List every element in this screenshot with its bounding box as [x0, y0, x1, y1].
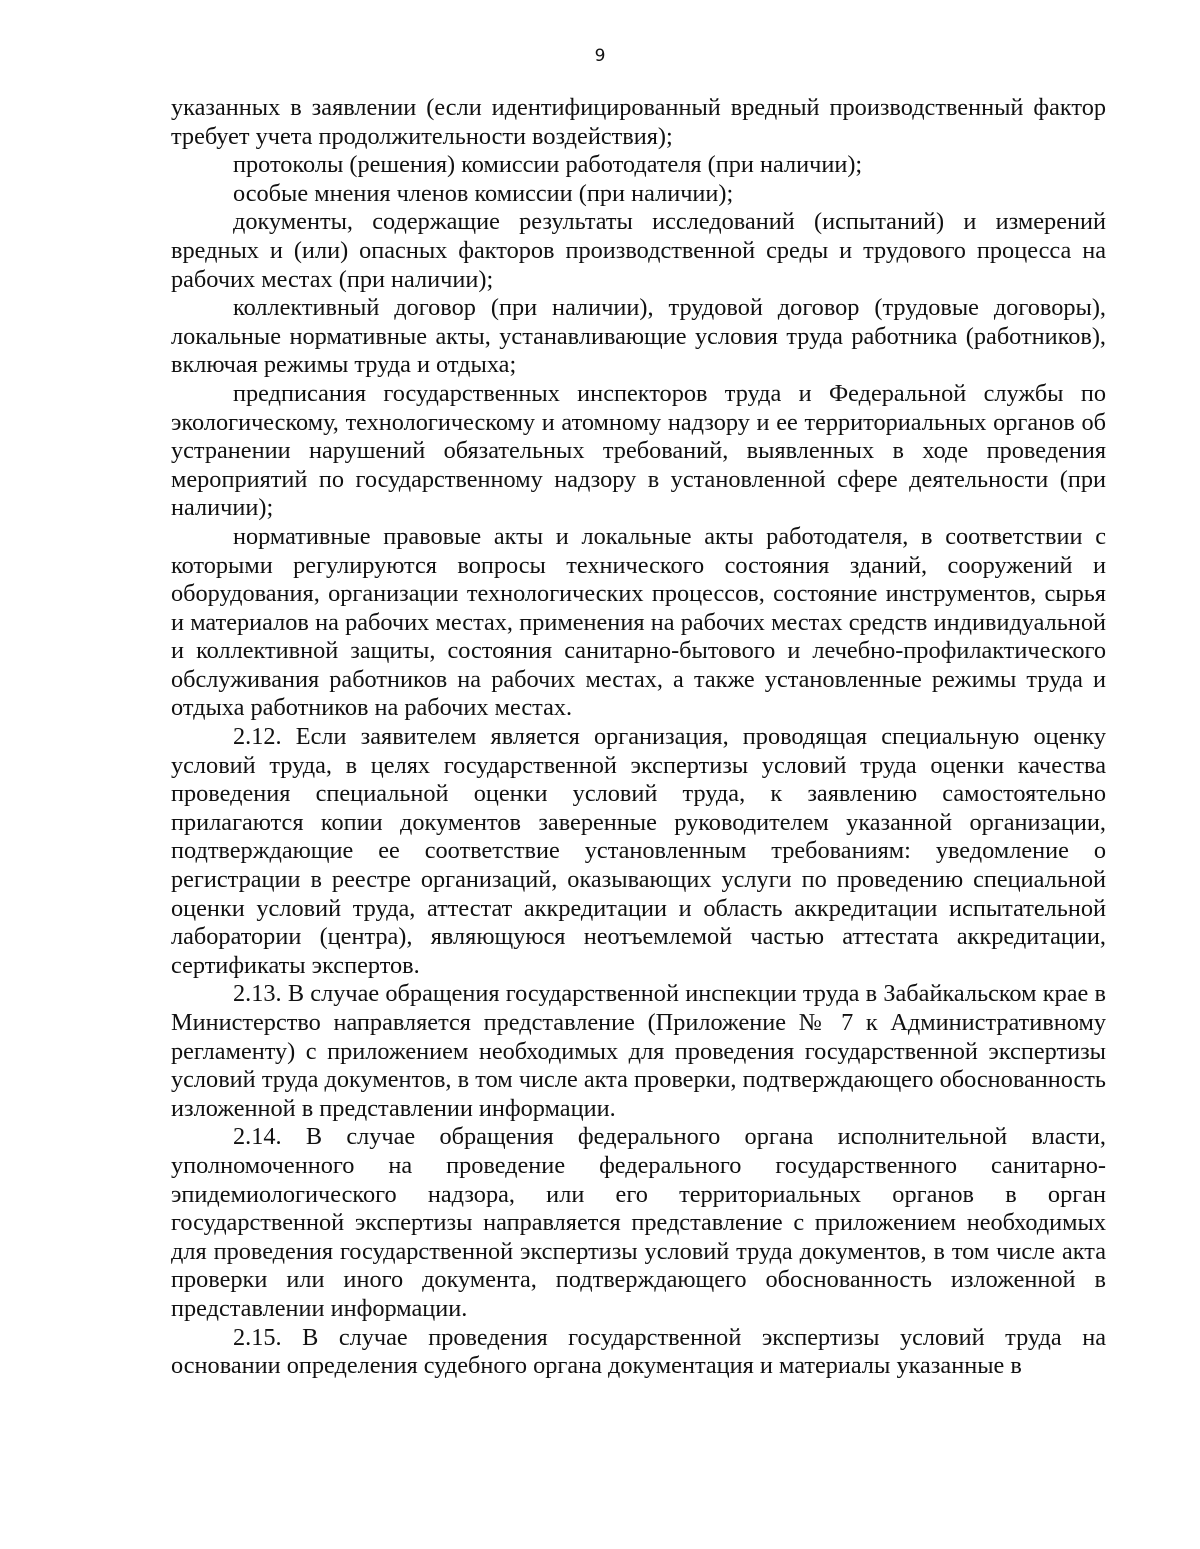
- paragraph-2-12: 2.12. Если заявителем является организация, проводящая специальную оценку условий труда, в целях государственной экспертизы условий труда оценки качества проведения специальной оценки условий труда, к заявлению самостоятельно прилагаются копии документов заверенные руководителем указанной организации, подтверждающие ее соответствие установленным требованиям: уведомление о регистрации в реестре организаций, оказывающих услуги по проведению специальной оценки условий труда, аттестат аккредитации и область аккредитации испытательной лаборатории (центра), являющуюся неотъемлемой частью аттестата аккредитации, сертификаты экспертов.: [171, 723, 1106, 979]
- paragraph-normative-acts: нормативные правовые акты и локальные акты работодателя, в соответствии с которыми регулируются вопросы технического состояния зданий, сооружений и оборудования, организации технологических процессов, состояние инструментов, сырья и материалов на рабочих местах, применения на рабочих местах средств индивидуальной и коллективной защиты, состояния санитарно-бытового и лечебно-профилактического обслуживания работников на рабочих местах, а также установленные режимы труда и отдыха работников на рабочих местах.: [171, 522, 1106, 722]
- paragraph-research-documents: документы, содержащие результаты исследований (испытаний) и измерений вредных и (или) опасных факторов производственной среды и трудового процесса на рабочих местах (при наличии);: [171, 208, 1106, 293]
- paragraph-collective-agreement: коллективный договор (при наличии), трудовой договор (трудовые договоры), локальные нормативные акты, устанавливающие условия труда работника (работников), включая режимы труда и отдыха;: [171, 294, 1106, 379]
- paragraph-continuation: указанных в заявлении (если идентифицированный вредный производственный фактор требует учета продолжительности воздействия);: [171, 94, 1106, 150]
- paragraph-inspector-orders: предписания государственных инспекторов труда и Федеральной службы по экологическому, технологическому и атомному надзору и ее территориальных органов об устранении нарушений обязательных требований, выявленных в ходе проведения мероприятий по государственному надзору в установленной сфере деятельности (при наличии);: [171, 379, 1106, 522]
- paragraph-2-13: 2.13. В случае обращения государственной инспекции труда в Забайкальском крае в Министерство направляется представление (Приложение № 7 к Административному регламенту) с приложением необходимых для проведения государственной экспертизы условий труда документов, в том числе акта проверки, подтверждающего обоснованность изложенной в представлении информации.: [171, 980, 1106, 1122]
- paragraph-special-opinions: особые мнения членов комиссии (при наличии);: [233, 179, 734, 207]
- paragraph-2-14: 2.14. В случае обращения федерального органа исполнительной власти, уполномоченного на проведение федерального государственного санитарно-эпидемиологического надзора, или его территориальных органов в орган государственной экспертизы направляется представление с приложением необходимых для проведения государственной экспертизы условий труда документов, в том числе акта проверки или иного документа, подтверждающего обоснованность изложенной в представлении информации.: [171, 1123, 1106, 1322]
- paragraph-commission-protocols: протоколы (решения) комиссии работодателя (при наличии);: [233, 151, 863, 179]
- document-body: [171, 94, 1106, 1381]
- page-number: 9: [594, 46, 606, 66]
- paragraph-2-15: 2.15. В случае проведения государственной экспертизы условий труда на основании определения судебного органа документация и материалы указанные в: [171, 1323, 1106, 1380]
